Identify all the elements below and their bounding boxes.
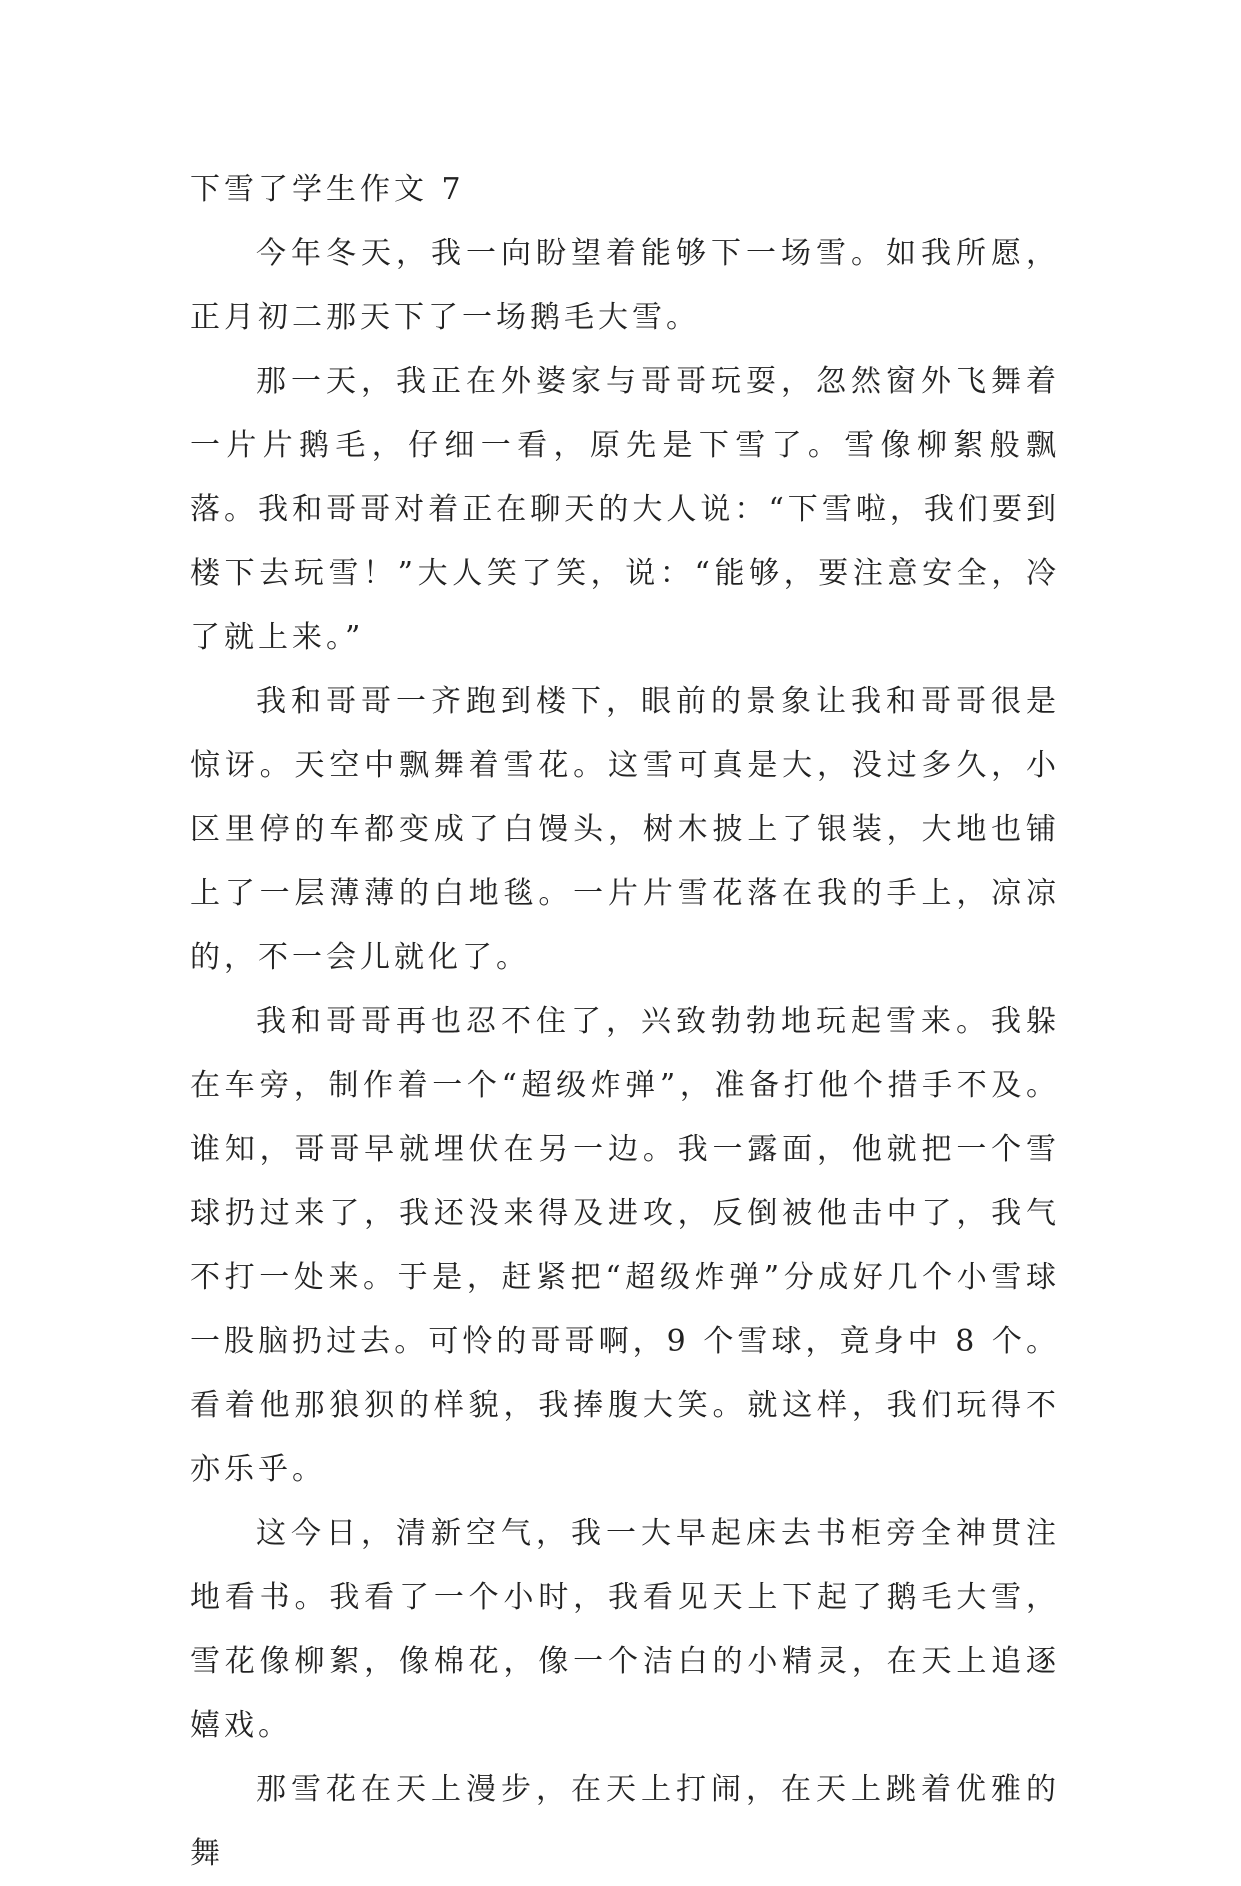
paragraph-2: 那一天，我正在外婆家与哥哥玩耍，忽然窗外飞舞着一片片鹅毛，仔细一看，原先是下雪了。雪像柳絮般飘落。我和哥哥对着正在聊天的大人说：“下雪啦，我们要到楼下去玩雪！”大人笑了笑，说：“能够，要注意安全，冷了就上来。”	[190, 364, 1060, 655]
article-title: 下雪了学生作文 7	[190, 172, 465, 207]
paragraph-5: 这今日，清新空气，我一大早起床去书柜旁全神贯注地看书。我看了一个小时，我看见天上下起了鹅毛大雪，雪花像柳絮，像棉花，像一个洁白的小精灵，在天上追逐嬉戏。	[190, 1516, 1060, 1743]
paragraph-1: 今年冬天，我一向盼望着能够下一场雪。如我所愿，正月初二那天下了一场鹅毛大雪。	[190, 236, 1060, 335]
paragraph-4: 我和哥哥再也忍不住了，兴致勃勃地玩起雪来。我躲在车旁，制作着一个“超级炸弹”，准备打他个措手不及。谁知，哥哥早就埋伏在另一边。我一露面，他就把一个雪球扔过来了，我还没来得及进攻，反倒被他击中了，我气不打一处来。于是，赶紧把“超级炸弹”分成好几个小雪球一股脑扔过去。可怜的哥哥啊，9 个雪球，竟身中 8 个。看着他那狼狈的样貌，我捧腹大笑。就这样，我们玩得不亦乐乎。	[190, 1004, 1060, 1487]
article-body	[190, 158, 1060, 1886]
paragraph-6: 那雪花在天上漫步，在天上打闹，在天上跳着优雅的舞	[190, 1772, 1060, 1871]
paragraph-3: 我和哥哥一齐跑到楼下，眼前的景象让我和哥哥很是惊讶。天空中飘舞着雪花。这雪可真是大，没过多久，小区里停的车都变成了白馒头，树木披上了银装，大地也铺上了一层薄薄的白地毯。一片片雪花落在我的手上，凉凉的，不一会儿就化了。	[190, 684, 1060, 975]
